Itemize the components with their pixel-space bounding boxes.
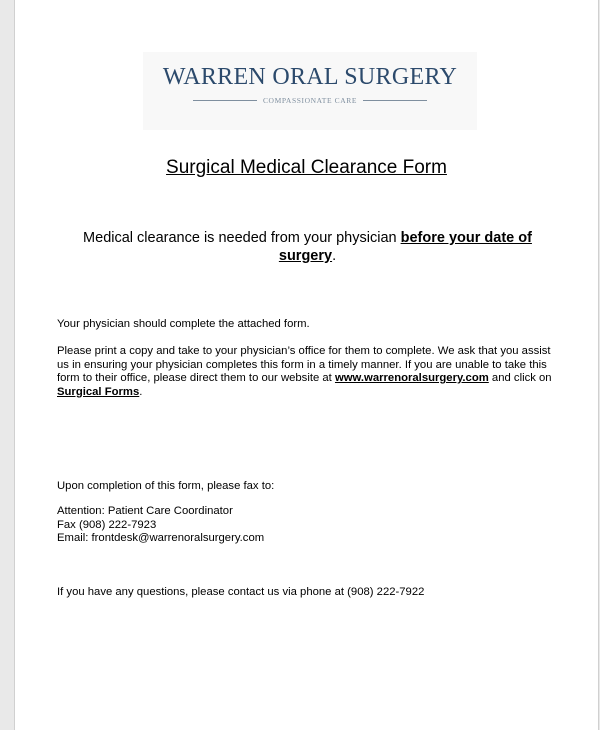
p2-end: .: [139, 385, 143, 398]
fax-line: Fax (908) 222-7923: [57, 518, 157, 531]
intro-statement: [65, 229, 550, 265]
p2-text: Please print a copy and take to your physician’s office for them to complete. We ask that you assist us in ensuring your physician completes this form in a timely manner. If you are unable to take this form to their office, please direct them to our website at: [57, 345, 551, 384]
instruction-paragraph-2: [57, 345, 557, 399]
questions-line: If you have any questions, please contact us via phone at (908) 222-7922: [57, 586, 425, 598]
form-title: Surgical Medical Clearance Form: [166, 157, 447, 178]
intro-end: .: [332, 248, 337, 264]
logo-tagline-row: [193, 94, 427, 106]
contact-block: [57, 505, 557, 546]
email-line: Email: frontdesk@warrenoralsurgery.com: [57, 532, 265, 544]
instruction-paragraph-1: Your physician should complete the attached form.: [57, 318, 310, 330]
fax-intro: Upon completion of this form, please fax to:: [57, 480, 275, 492]
document-page: [14, 0, 599, 730]
surgical-forms-link[interactable]: Surgical Forms: [57, 385, 140, 398]
intro-emphasis: before your date of surgery: [278, 230, 532, 264]
p2-mid: and click on: [488, 372, 552, 384]
logo-rule-left: [193, 100, 257, 101]
website-link[interactable]: www.warrenoralsurgery.com: [334, 372, 489, 384]
intro-text: Medical clearance is needed from your physician: [83, 230, 401, 246]
logo-rule-right: [363, 100, 427, 101]
practice-logo: [143, 52, 477, 130]
logo-name: WARREN ORAL SURGERY: [162, 64, 458, 90]
logo-tagline: COMPASSIONATE CARE: [262, 95, 358, 105]
attention-line: Attention: Patient Care Coordinator: [57, 505, 233, 517]
